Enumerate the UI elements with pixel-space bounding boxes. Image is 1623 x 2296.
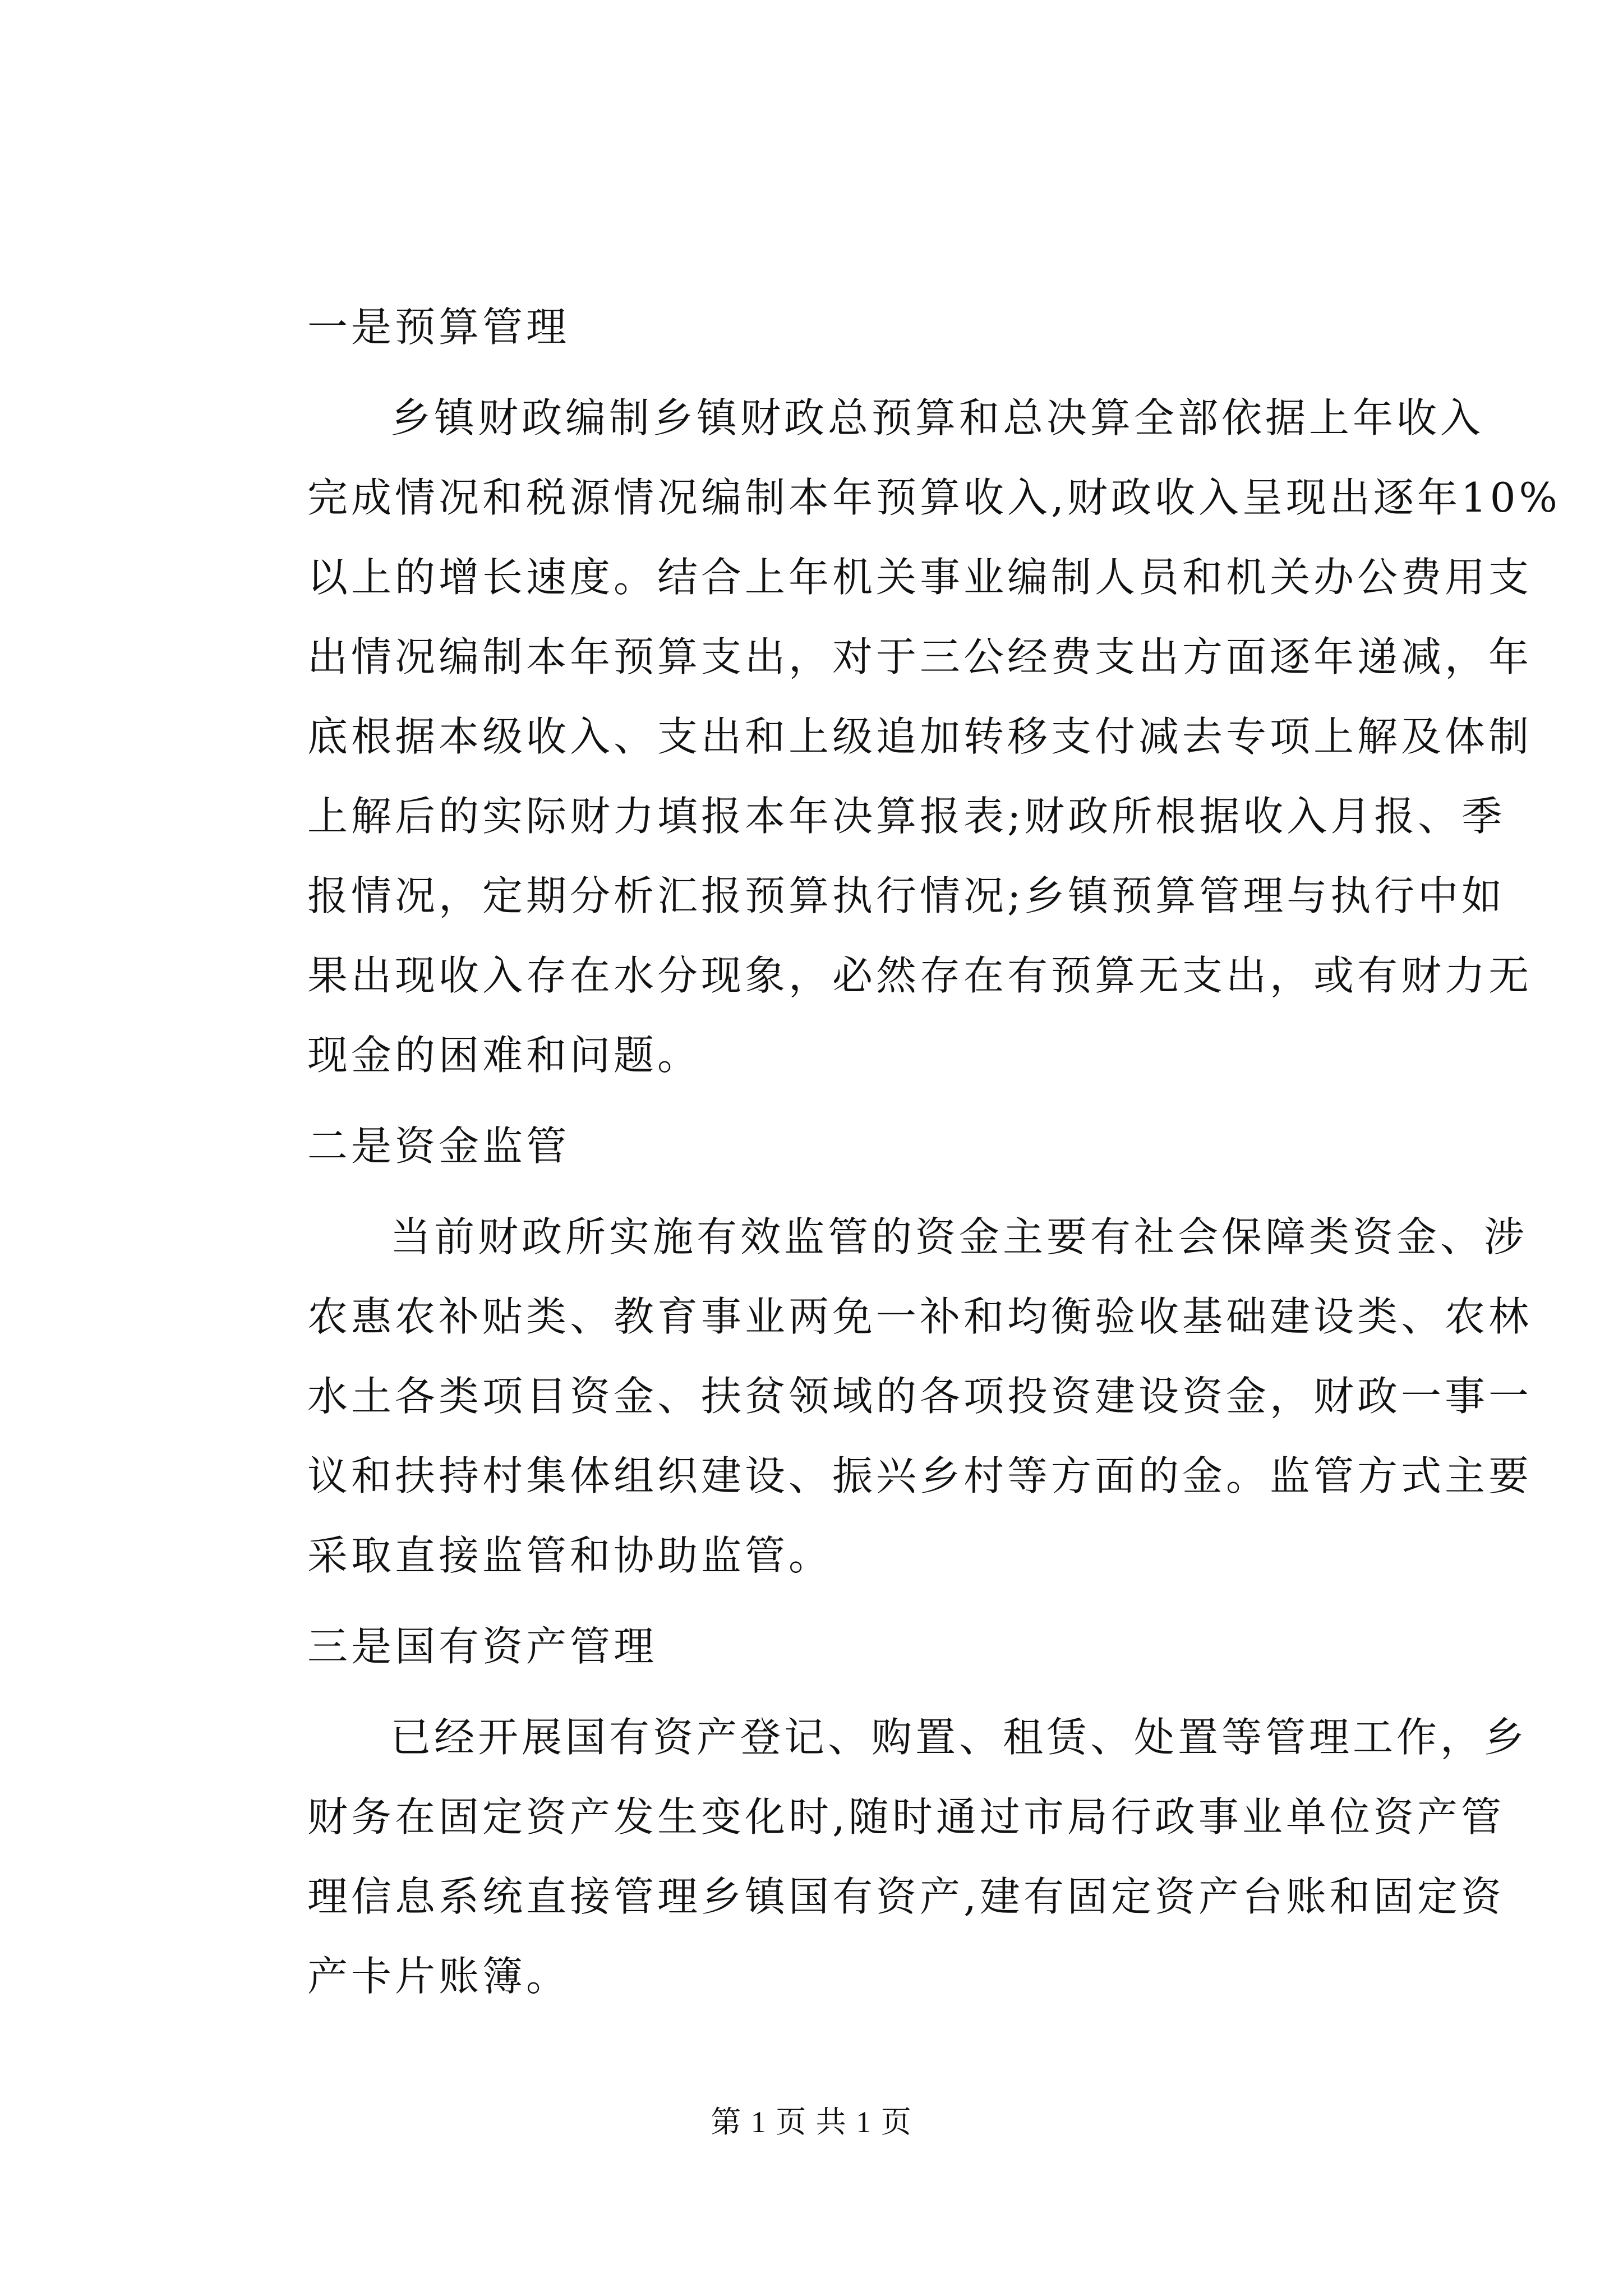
- paragraph-line: 上解后的实际财力填报本年决算报表;财政所根据收入月报、季: [307, 793, 1506, 840]
- paragraph-line: 水土各类项目资金、扶贫领域的各项投资建设资金，财政一事一: [307, 1373, 1533, 1420]
- section-paragraph-state-assets: [307, 1697, 1528, 2016]
- document-body: [307, 296, 1561, 2036]
- paragraph-line: 现金的困难和问题。: [307, 1032, 702, 1079]
- paragraph-line: 乡镇财政编制乡镇财政总预算和总决算全部依据上年收入: [390, 394, 1484, 441]
- paragraph-line: 采取直接监管和协助监管。: [307, 1532, 833, 1579]
- paragraph-line: 农惠农补贴类、教育事业两免一补和均衡验收基础建设类、农林: [307, 1293, 1533, 1340]
- paragraph-line: 完成情况和税源情况编制本年预算收入,财政收入呈现出逐年10%: [307, 474, 1561, 521]
- paragraph-line: 以上的增长速度。结合上年机关事业编制人员和机关办公费用支: [307, 554, 1533, 601]
- section-heading-budget: 一是预算管理: [307, 303, 570, 351]
- section-paragraph-budget: [307, 378, 1561, 1095]
- paragraph-line: 议和扶持村集体组织建设、振兴乡村等方面的金。监管方式主要: [307, 1452, 1533, 1499]
- paragraph-line: 底根据本级收入、支出和上级追加转移支付减去专项上解及体制: [307, 713, 1533, 760]
- paragraph-line: 理信息系统直接管理乡镇国有资产,建有固定资产台账和固定资: [307, 1873, 1505, 1920]
- paragraph-line: 当前财政所实施有效监管的资金主要有社会保障类资金、涉: [390, 1213, 1528, 1260]
- paragraph-line: 财务在固定资产发生变化时,随时通过市局行政事业单位资产管: [307, 1793, 1505, 1841]
- paragraph-line: 果出现收入存在水分现象，必然存在有预算无支出，或有财力无: [307, 952, 1533, 999]
- page-number-footer: 第 1 页 共 1 页: [711, 2105, 912, 2139]
- paragraph-line: 已经开展国有资产登记、购置、租赁、处置等管理工作，乡: [390, 1714, 1528, 1761]
- section-heading-fund-supervision: 二是资金监管: [307, 1122, 570, 1170]
- section-heading-state-assets: 三是国有资产管理: [307, 1623, 658, 1670]
- paragraph-line: 出情况编制本年预算支出，对于三公经费支出方面逐年递减，年: [307, 633, 1533, 680]
- section-paragraph-fund-supervision: [307, 1197, 1533, 1595]
- paragraph-line: 报情况，定期分析汇报预算执行情况;乡镇预算管理与执行中如: [307, 872, 1506, 919]
- paragraph-line: 产卡片账簿。: [307, 1953, 570, 2000]
